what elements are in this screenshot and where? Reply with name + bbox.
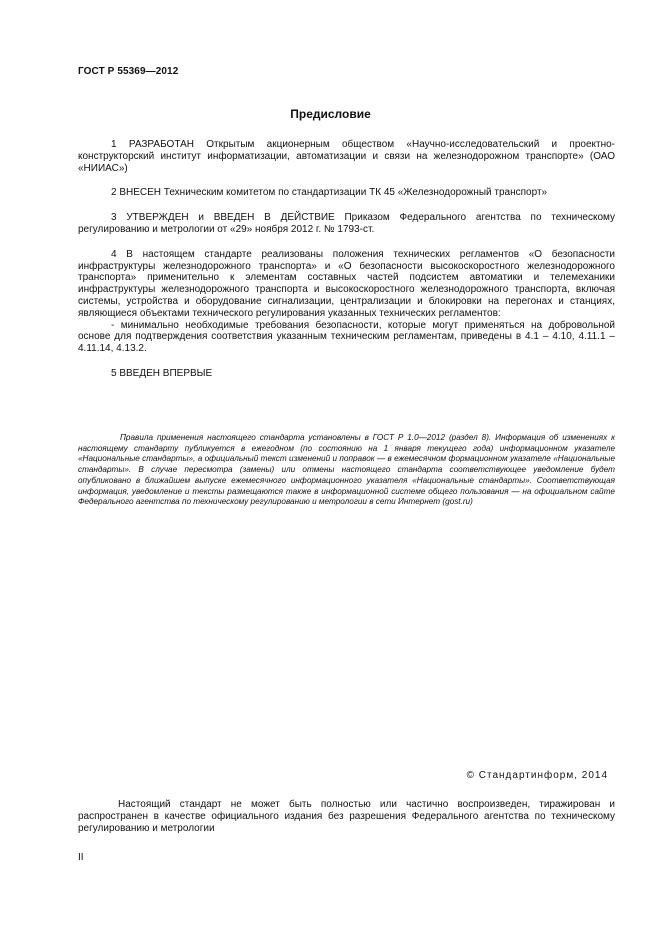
paragraph-introduced: 2 ВНЕСЕН Техническим комитетом по стандартизации ТК 45 «Железнодорожный транспорт» bbox=[111, 187, 548, 199]
paragraph-approved: 3 УТВЕРЖДЕН и ВВЕДЕН В ДЕЙСТВИЕ Приказом Федерального агентства по техническому регулированию и метрологии от «29» ноября 2012 г. № 1793-ст. bbox=[78, 212, 615, 235]
foreword-body bbox=[78, 139, 615, 393]
paragraph-first-introduced: 5 ВВЕДЕН ВПЕРВЫЕ bbox=[111, 367, 213, 379]
standard-code: ГОСТ Р 55369—2012 bbox=[78, 66, 179, 77]
paragraph-regulations: 4 В настоящем стандарте реализованы положения технических регламентов «О безопасности инфраструктуры железнодорожного транспорта» и «О безопасности высокоскоростного железнодорожного транспорта» применительно к элементам составных частей подсистем автоматики и телемеханики инфраструктуры железнодорожного транспорта и высокоскоростного железнодорожного транспорта, включая системы, устройства и оборудование сигнализации, централизации и блокировки на перегонах и станциях, являющиеся объектами технического регулирования указанных технических регламентов: bbox=[78, 248, 615, 319]
paragraph-developed: 1 РАЗРАБОТАН Открытым акционерным обществом «Научно-исследовательский и проектно-конструкторский институт информатизации, автоматизации и связи на железнодорожном транспорте» (ОАО «НИИАС») bbox=[78, 139, 615, 174]
rights-notice: Настоящий стандарт не может быть полностью или частично воспроизведен, тиражирован и распространен в качестве официального издания без разрешения Федерального агентства по техническому регулированию и метрологии bbox=[78, 799, 615, 834]
page-number: II bbox=[78, 852, 84, 863]
paragraph-regulations-item: - минимально необходимые требования безопасности, которые могут применяться на добровольной основе для подтверждения соответствия указанным техническим регламентам, приведены в 4.1 – 4.10, 4.11.1 – 4.11.14, 4.13.2. bbox=[78, 319, 615, 355]
application-rules-note: Правила применения настоящего стандарта установлены в ГОСТ Р 1.0—2012 (раздел 8). Информация об изменениях к настоящему стандарту публикуется в ежегодном (по состоянию на 1 января текущего года) информационном указателе «Национальные стандарты», а официальный текст изменений и поправок — в ежемесячном формационном указателе «Национальные стандарты». В случае пересмотра (замены) или отмены настоящего стандарта соответствующее уведомление будет опубликовано в ближайшем выпуске ежемесячного информационного указателя «Национальные стандарты». Соответствующая информация, уведомление и тексты размещаются также в информационной системе общего пользования — на официальном сайте Федерального агентства по техническому регулированию и метрологии в сети Интернет (gost.ru) bbox=[78, 433, 615, 507]
page-title: Предисловие bbox=[290, 107, 371, 121]
copyright-line: © Стандартинформ, 2014 bbox=[466, 770, 608, 781]
